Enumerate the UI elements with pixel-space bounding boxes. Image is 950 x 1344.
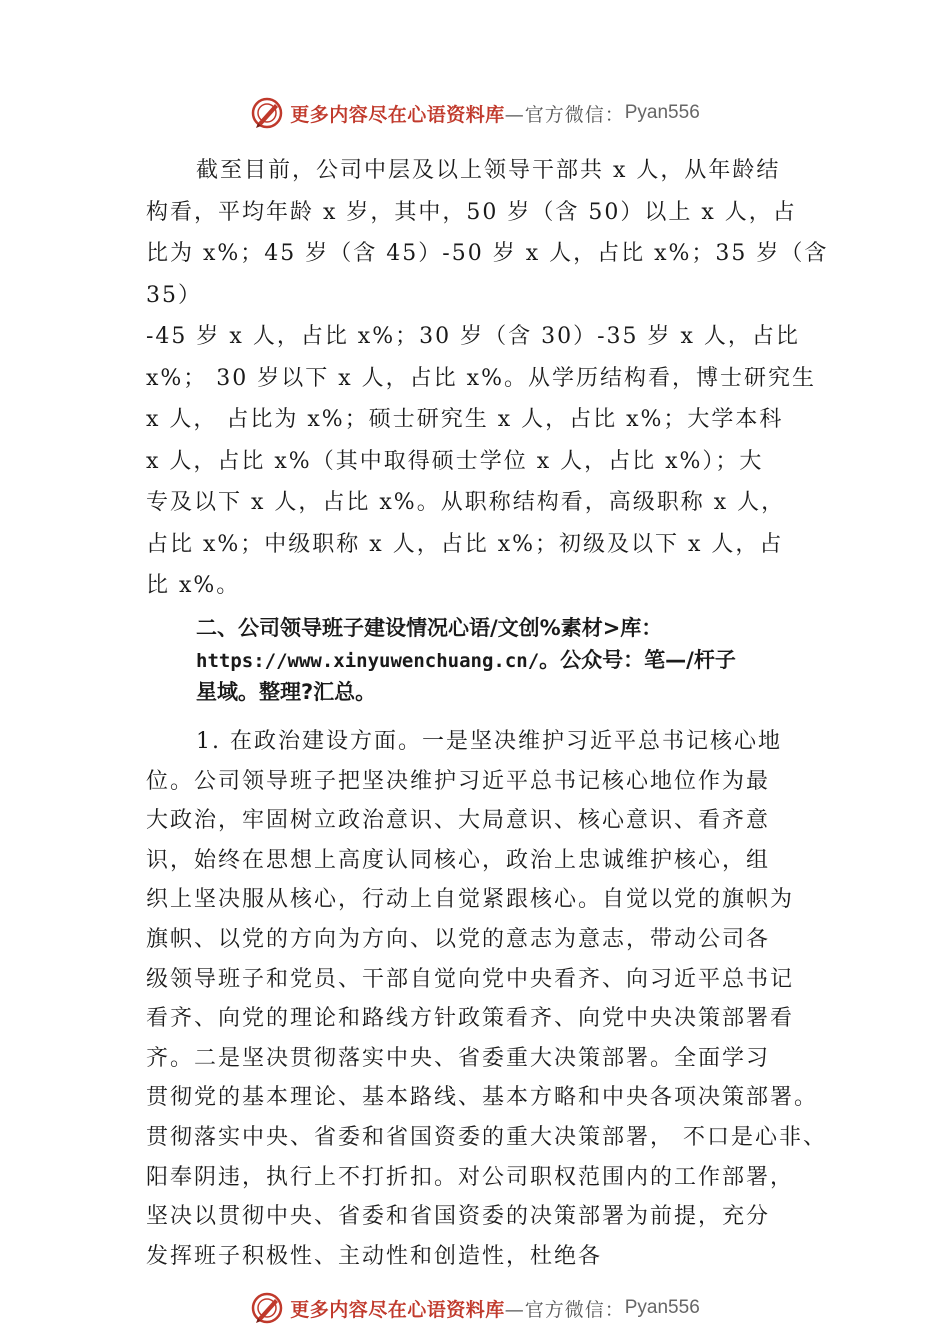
text-line: 齐。二是坚决贯彻落实中央、省委重大决策部署。全面学习 [146, 1045, 771, 1071]
text-line: 识，始终在思想上高度认同核心，政治上忠诚维护核心，组 [146, 847, 771, 873]
text-line: 织上坚决服从核心，行动上自觉紧跟核心。自觉以党的旗帜为 [146, 887, 795, 913]
text-line: 比为 x%；45 岁（含 45）-50 岁 x 人，占比 x%；35 岁（含 [146, 241, 829, 266]
text-line: 截至目前，公司中层及以上领导干部共 x 人，从年龄结 [196, 158, 781, 183]
text-line: 看齐、向党的理论和路线方针政策看齐、向党中央决策部署看 [146, 1006, 795, 1032]
text-line: 占比 x%；中级职称 x 人，占比 x%；初级及以下 x 人，占 [146, 531, 784, 557]
text-line: 坚决以贯彻中央、省委和省国资委的决策部署为前提，充分 [146, 1204, 771, 1230]
text-line: 35） [146, 282, 202, 308]
banner-title: 更多内容尽在心语资料库 [290, 1298, 505, 1321]
text-line: 级领导班子和党员、干部自觉向党中央看齐、向习近平总书记 [146, 966, 795, 992]
text-line: 旗帜、以党的方向为方向、以党的意志为意志，带动公司各 [146, 926, 771, 952]
paragraph-political-building [146, 722, 836, 1276]
text-line: 专及以下 x 人，占比 x%。从职称结构看，高级职称 x 人， [146, 490, 786, 515]
pen-logo-icon [250, 1291, 284, 1325]
header-banner [0, 95, 950, 131]
text-line: 贯彻落实中央、省委和省国资委的重大决策部署， 不口是心非、 [146, 1124, 827, 1150]
section-heading [196, 612, 836, 708]
text-line: 位。公司领导班子把坚决维护习近平总书记核心地位作为最 [146, 768, 771, 794]
banner-separator: —官方微信： [504, 1298, 625, 1321]
banner-title: 更多内容尽在心语资料库 [290, 103, 505, 126]
banner-wechat-handle: Pyan556 [624, 1297, 700, 1318]
text-line: 比 x%。 [146, 573, 241, 598]
text-line: 大政治，牢固树立政治意识、大局意识、核心意识、看齐意 [146, 808, 771, 834]
heading-line: 星域。整理?汇总。 [196, 680, 377, 704]
heading-url: https://www.xinyuwenchuang.cn/ [196, 650, 540, 672]
text-line: x%； 30 岁以下 x 人，占比 x%。从学历结构看，博士研究生 [146, 365, 816, 391]
pen-logo-icon [250, 96, 284, 130]
text-line: x 人， 占比为 x%；硕士研究生 x 人，占比 x%；大学本科 [146, 407, 784, 432]
text-line: 贯彻党的基本理论、基本路线、基本方略和中央各项决策部署。 [146, 1085, 819, 1111]
banner-wechat-handle: Pyan556 [624, 102, 700, 123]
text-line: 构看，平均年龄 x 岁，其中，50 岁（含 50）以上 x 人，占 [146, 199, 797, 225]
heading-line-rest: 。公众号：笔—/杆子 [539, 648, 736, 672]
footer-banner [0, 1290, 950, 1326]
text-line: 1. 在政治建设方面。一是坚决维护习近平总书记核心地 [196, 729, 782, 754]
text-line: 发挥班子积极性、主动性和创造性，杜绝各 [146, 1243, 603, 1269]
heading-line [196, 644, 836, 676]
text-line: -45 岁 x 人，占比 x%；30 岁（含 30）-35 岁 x 人，占比 [146, 324, 800, 349]
text-line: 阳奉阴违，执行上不打折扣。对公司职权范围内的工作部署， [146, 1164, 795, 1190]
banner-separator: —官方微信： [504, 103, 625, 126]
heading-line: 二、公司领导班子建设情况心语/文创%素材>库： [196, 616, 663, 640]
text-line: x 人，占比 x%（其中取得硕士学位 x 人，占比 x%）；大 [146, 448, 764, 474]
paragraph-age-education [146, 150, 836, 607]
